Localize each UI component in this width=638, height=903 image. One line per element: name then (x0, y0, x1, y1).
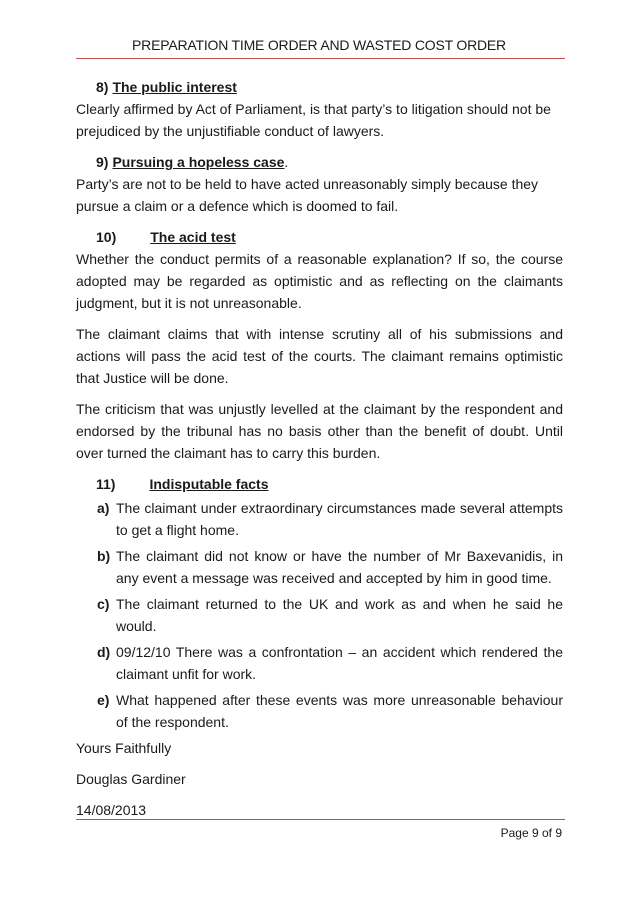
list-item-text: What happened after these events was more unreasonable behaviour of the respondent. (116, 692, 563, 730)
facts-list (76, 497, 563, 733)
page-header: PREPARATION TIME ORDER AND WASTED COST ORDER (132, 37, 506, 53)
section-10-paragraph-2: The claimant claims that with intense scrutiny all of his submissions and actions will pass the acid test of the courts. The claimant remains optimistic that Justice will be done. (76, 326, 563, 386)
list-item-text: 09/12/10 There was a confrontation – an accident which rendered the claimant unfit for work. (116, 644, 563, 682)
section-title: The acid test (150, 229, 236, 245)
section-number: 10) (96, 229, 117, 245)
list-item (76, 545, 563, 589)
list-item (76, 497, 563, 541)
header-divider (76, 58, 565, 59)
section-title: Indisputable facts (149, 476, 269, 492)
list-marker: c) (97, 596, 110, 612)
section-9-heading (76, 151, 563, 173)
list-item (76, 689, 563, 733)
section-9-paragraph: Party’s are not to be held to have acted unreasonably simply because they pursue a claim or a defence which is doomed to fail. (76, 176, 539, 214)
section-8-heading (76, 76, 563, 98)
section-title: Pursuing a hopeless case (112, 154, 285, 170)
section-title-suffix: . (284, 154, 289, 170)
signature-date: 14/08/2013 (76, 802, 147, 818)
list-item (76, 593, 563, 637)
signature-name: Douglas Gardiner (76, 771, 186, 787)
list-item (76, 641, 563, 685)
section-10-paragraph-1: Whether the conduct permits of a reasonable explanation? If so, the course adopted may be regarded as optimistic and as reflecting on the claimants judgment, but it is not unreasonable. (76, 251, 563, 311)
section-8-paragraph: Clearly affirmed by Act of Parliament, is that party’s to litigation should not be prejudiced by the unjustifiable conduct of lawyers. (76, 101, 551, 139)
section-11-heading (76, 473, 563, 495)
document-body (76, 72, 563, 830)
section-10-paragraph-3: The criticism that was unjustly levelled at the claimant by the respondent and endorsed by the tribunal has no basis other than the benefit of doubt. Until over turned the claimant has to carry this burden. (76, 401, 563, 461)
list-item-text: The claimant under extraordinary circumstances made several attempts to get a flight home. (116, 500, 563, 538)
section-number: 11) (96, 476, 116, 492)
section-number: 8) (96, 79, 109, 95)
salutation: Yours Faithfully (76, 740, 172, 756)
list-marker: b) (97, 548, 111, 564)
section-10-heading (76, 226, 563, 248)
list-item-text: The claimant did not know or have the number of Mr Baxevanidis, in any event a message was received and accepted by him in good time. (116, 548, 563, 586)
list-item-text: The claimant returned to the UK and work as and when he said he would. (116, 596, 563, 634)
footer-divider (76, 819, 565, 820)
list-marker: d) (97, 644, 111, 660)
section-number: 9) (96, 154, 109, 170)
list-marker: e) (97, 692, 110, 708)
list-marker: a) (97, 500, 110, 516)
page-number: Page 9 of 9 (500, 826, 562, 840)
section-title: The public interest (112, 79, 237, 95)
